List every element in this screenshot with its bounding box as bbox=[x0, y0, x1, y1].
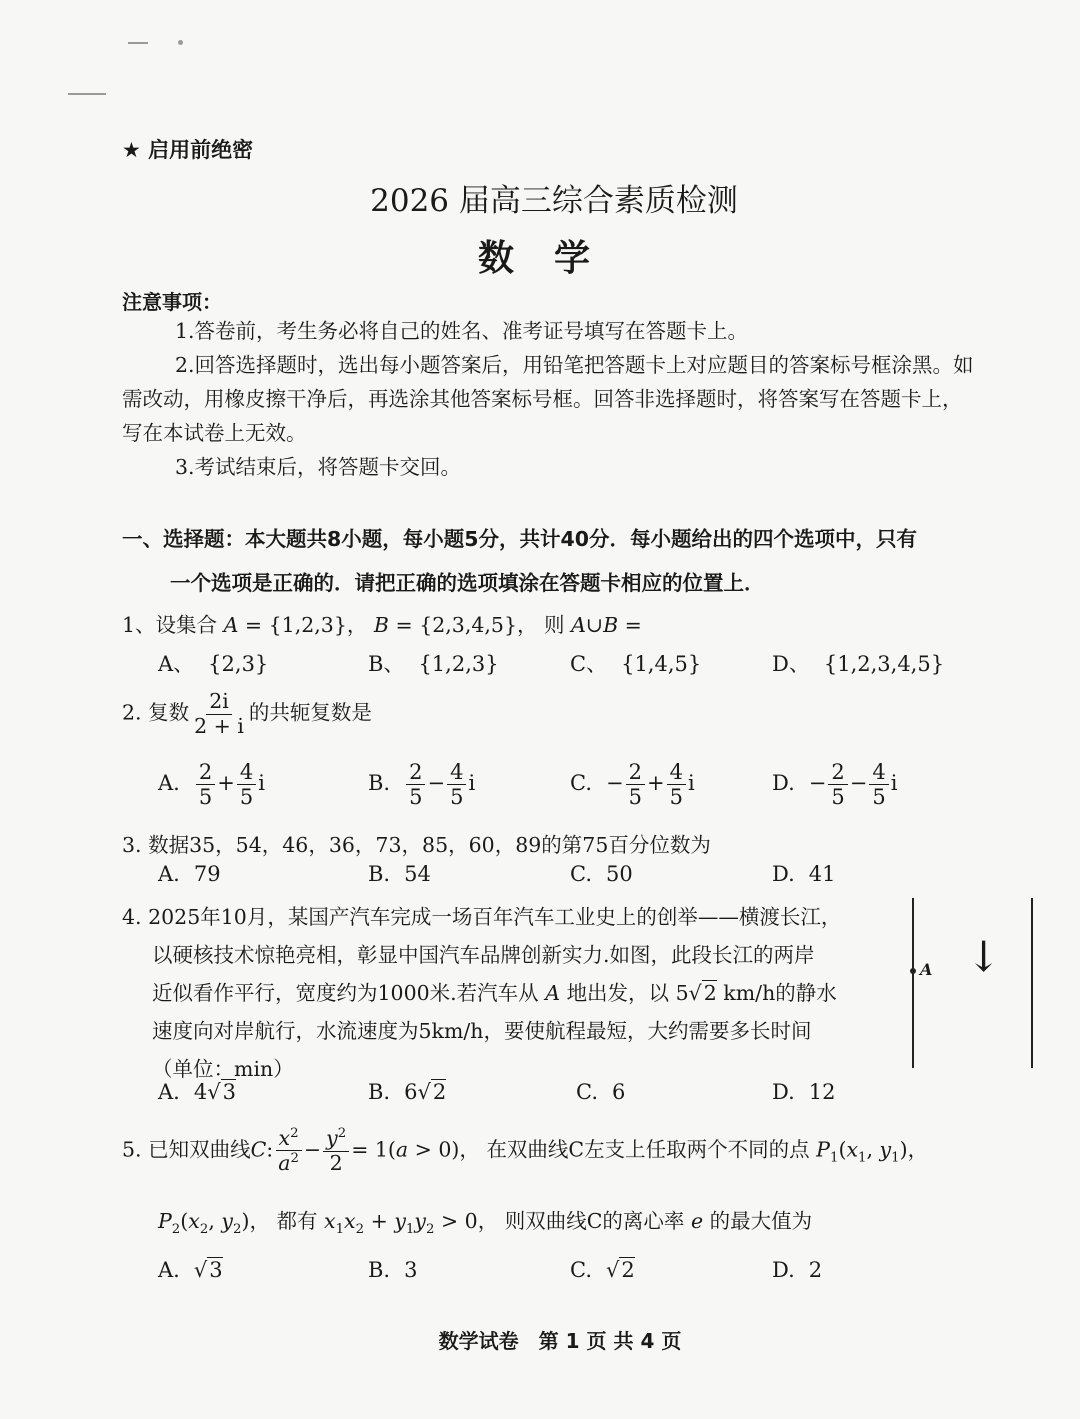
notice-list bbox=[122, 314, 982, 484]
option-d[interactable]: D. − $\frac{2}{5}$ − $\frac{4}{5}$ i bbox=[772, 760, 898, 810]
question-number: 5. bbox=[122, 1137, 142, 1162]
river-bank-right bbox=[1031, 898, 1033, 1068]
option-c[interactable]: C、 {1,4,5} bbox=[570, 652, 702, 676]
point-a-dot bbox=[910, 968, 916, 974]
option-a[interactable]: A、 {2,3} bbox=[158, 652, 269, 676]
option-b[interactable]: B. 54 bbox=[368, 862, 431, 886]
notice-item: 2.回答选择题时，选出每小题答案后，用铅笔把答题卡上对应题目的答案标号框涂黑。如需改动，用橡皮擦干净后，再选涂其他答案标号框。回答非选择题时，将答案写在答题卡上，写在本试卷上无效。 bbox=[122, 353, 974, 445]
notice-item: 3.考试结束后，将答题卡交回。 bbox=[175, 455, 462, 479]
subject-title: 数学 bbox=[477, 238, 630, 279]
option-d[interactable]: D、 {1,2,3,4,5} bbox=[772, 652, 945, 676]
question-4: 4. 2025年10月，某国产汽车完成一场百年汽车工业史上的创举——横渡长江， 以硬核技术惊艳亮相，彰显中国汽车品牌创新实力.如图，此段长江的两岸 近似看作平行，宽度约为1000米.若汽车从 A 地出发，以 5√2 km/h的静水 速度向对岸航行，水流速度为5km/h，要使航程最短，大约需要多长时间 （单位：min） bbox=[122, 905, 842, 1081]
scan-smudge bbox=[68, 93, 106, 95]
question-number: 1、 bbox=[122, 613, 156, 637]
option-b[interactable]: B、 {1,2,3} bbox=[368, 652, 499, 676]
option-d[interactable]: D. 2 bbox=[772, 1258, 823, 1282]
question-3: 3. 数据35，54，46，36，73，85，60，89的第75百分位数为 bbox=[122, 833, 711, 857]
question-5: 5. 已知双曲线C: $\frac{x^2}{a^2}$ − $\frac{y^2}{2}$ = 1(a > 0)， 在双曲线C左支上任取两个不同的点 $P_1(x_1$, $y_1$)， bbox=[122, 1125, 929, 1176]
current-arrow-icon: ↓ bbox=[966, 932, 1002, 981]
exam-title: 2026 届高三综合素质检测 bbox=[370, 183, 738, 219]
option-a[interactable]: A. 4√3 bbox=[158, 1080, 236, 1104]
option-c[interactable]: C. √2 bbox=[570, 1258, 635, 1282]
notice-heading: 注意事项： bbox=[122, 290, 222, 314]
option-a[interactable]: A. $\frac{2}{5}$ + $\frac{4}{5}$ i bbox=[158, 760, 265, 810]
confidential-label: ★ 启用前绝密 bbox=[122, 138, 254, 162]
option-c[interactable]: C. 6 bbox=[576, 1080, 626, 1104]
option-d[interactable]: D. 41 bbox=[772, 862, 836, 886]
river-bank-left bbox=[912, 898, 914, 1068]
option-b[interactable]: B. 6√2 bbox=[368, 1080, 447, 1104]
option-a[interactable]: A. √3 bbox=[158, 1258, 223, 1282]
scan-smudge bbox=[128, 42, 148, 44]
question-number: 3. bbox=[122, 833, 142, 857]
question-1: 1、设集合 A = {1,2,3}， B = {2,3,4,5}， 则 A∪B = bbox=[122, 613, 642, 637]
option-a[interactable]: A. 79 bbox=[158, 862, 221, 886]
page-footer: 数学试卷 第 1 页 共 4 页 bbox=[438, 1329, 682, 1353]
option-d[interactable]: D. 12 bbox=[772, 1080, 836, 1104]
option-c[interactable]: C. 50 bbox=[570, 862, 633, 886]
notice-item: 1.答卷前，考生务必将自己的姓名、准考证号填写在答题卡上。 bbox=[175, 319, 749, 343]
question-number: 4. bbox=[122, 905, 142, 929]
section-heading: 一、选择题：本大题共8小题，每小题5分，共计40分．每小题给出的四个选项中，只有 bbox=[122, 527, 918, 551]
section-heading-cont: 一个选项是正确的．请把正确的选项填涂在答题卡相应的位置上． bbox=[170, 571, 765, 595]
scan-smudge bbox=[178, 40, 183, 45]
question-2: 2. 复数 $\frac{2i}{2 + i}$ 的共轭复数是 bbox=[122, 689, 372, 738]
option-b[interactable]: B. $\frac{2}{5}$ − $\frac{4}{5}$ i bbox=[368, 760, 476, 810]
option-c[interactable]: C. − $\frac{2}{5}$ + $\frac{4}{5}$ i bbox=[570, 760, 695, 810]
question-5-cont: $P_2(x_2$, $y_2$)， 都有 $x_1x_2 + y_1y_2 > 0$， 则双曲线C的离心率 e 的最大值为 bbox=[158, 1209, 813, 1238]
question-number: 2. bbox=[122, 700, 142, 725]
fraction: $\frac{2i}{2 + i}$ bbox=[194, 689, 244, 738]
point-a-label: A bbox=[920, 960, 933, 979]
option-b[interactable]: B. 3 bbox=[368, 1258, 418, 1282]
